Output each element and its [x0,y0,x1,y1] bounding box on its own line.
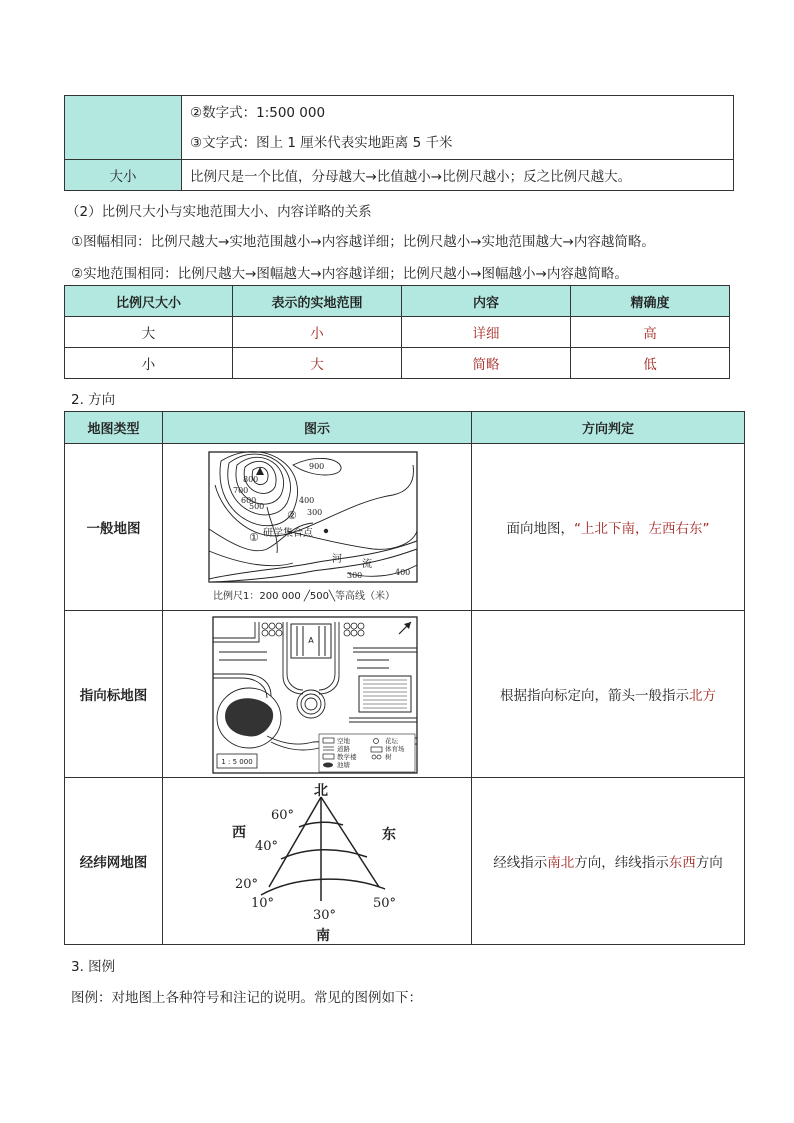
east-label: 东 [382,826,396,843]
rule-same-area: ②实地范围相同：比例尺越大→图幅越大→内容越详细；比例尺越小→图幅越小→内容越简略。 [71,266,628,282]
size-description: 比例尺是一个比值，分母越大→比值越小→比例尺越小；反之比例尺越大。 [182,160,734,191]
west-label: 西 [232,824,246,841]
compare-cell: 低 [571,348,730,379]
longitude-label: 50° [373,895,397,911]
legend-description: 图例：对地图上各种符号和注记的说明。常见的图例如下： [71,990,422,1006]
legend-item: 体育场 [385,744,405,753]
desc-text: 经线指示 [493,855,548,871]
river-label: 流 [362,558,372,570]
legend-item: 池塘 [337,760,350,769]
graticule-map-desc [472,778,745,945]
contour-label: 400 [395,567,411,577]
contour-label: 800 [243,474,259,484]
numeric-scale-text: ②数字式：1:500 000 [190,104,326,121]
rule-same-map-size: ①图幅相同：比例尺越大→实地范围越小→内容越详细；比例尺越小→实地范围越大→内容越简略。 [71,234,655,250]
compare-cell: 详细 [402,317,571,348]
north-label: 北 [314,782,328,799]
general-map-cell [163,444,472,611]
desc-text: 根据指向标定向，箭头一般指示 [500,688,689,704]
marker-1: ① [249,530,259,544]
compare-cell: 小 [65,348,233,379]
table-row [65,317,730,348]
contour-map-figure [163,445,469,610]
map-caption: 比例尺1：200 000 ╱500╲等高线（米） [213,590,396,602]
scale-table [64,95,734,191]
map-type-graticule: 经纬网地图 [65,778,163,945]
desc-highlight: 北方 [689,688,716,704]
compare-cell: 高 [571,317,730,348]
compare-cell: 简略 [402,348,571,379]
campus-map-figure [163,612,469,777]
general-map-desc [472,444,745,611]
compare-cell: 大 [233,348,402,379]
compare-cell: 小 [233,317,402,348]
legend-item: 花坛 [385,736,398,745]
longitude-label: 10° [251,895,275,911]
contour-label: 600 [241,495,257,505]
latitude-label: 60° [271,807,295,823]
contour-label: 300 [347,570,363,580]
desc-text: 方向 [695,855,723,871]
compare-table [64,285,730,379]
compare-cell: 大 [65,317,233,348]
direction-header: 图示 [163,412,472,444]
compare-header: 表示的实地范围 [233,286,402,317]
compass-map-cell [163,611,472,778]
scale-table-label-cell [65,96,182,160]
section-intro: （2）比例尺大小与实地范围大小、内容详略的关系 [66,204,372,220]
graticule-map-cell [163,778,472,945]
desc-highlight: “上北下南，左西右东” [574,521,710,537]
gathering-point-label: 研学集合点 [263,527,313,539]
compare-header: 内容 [402,286,571,317]
table-row [65,778,745,945]
marker-2: ② [287,508,297,522]
table-row [65,444,745,611]
contour-label: 700 [233,485,249,495]
river-label: 河 [332,553,342,565]
size-label: 大小 [65,160,182,191]
scale-forms-cell [182,96,734,160]
contour-label: 500 [249,501,265,511]
contour-label: 900 [309,461,325,471]
desc-text: 面向地图， [506,521,574,537]
compare-header: 比例尺大小 [65,286,233,317]
contour-label: 400 [299,495,315,505]
legend-item: 教学楼 [337,752,357,761]
south-label: 南 [316,927,330,944]
legend-item: 树 [385,752,392,761]
direction-header: 方向判定 [472,412,745,444]
contour-label: 300 [307,507,323,517]
desc-text: 方向，纬线指示 [574,855,669,871]
latitude-label: 20° [235,876,259,892]
compare-header: 精确度 [571,286,730,317]
legend-item: 道路 [337,744,350,753]
graticule-figure [163,779,469,944]
map-type-compass: 指向标地图 [65,611,163,778]
map-type-general: 一般地图 [65,444,163,611]
desc-highlight: 东西 [668,855,696,871]
building-label: A [308,635,314,645]
direction-table [64,411,745,945]
longitude-label: 30° [313,907,337,923]
legend-item: 空地 [337,736,350,745]
table-row [65,611,745,778]
campus-scale: 1 : 5 000 [221,757,253,766]
verbal-scale-text: ③文字式：图上 1 厘米代表实地距离 5 千米 [190,134,453,151]
compass-map-desc [472,611,745,778]
direction-header: 地图类型 [65,412,163,444]
desc-highlight: 南北 [547,855,575,871]
legend-heading: 3. 图例 [71,959,116,975]
latitude-label: 40° [255,838,279,854]
table-row [65,348,730,379]
direction-heading: 2. 方向 [71,392,116,408]
